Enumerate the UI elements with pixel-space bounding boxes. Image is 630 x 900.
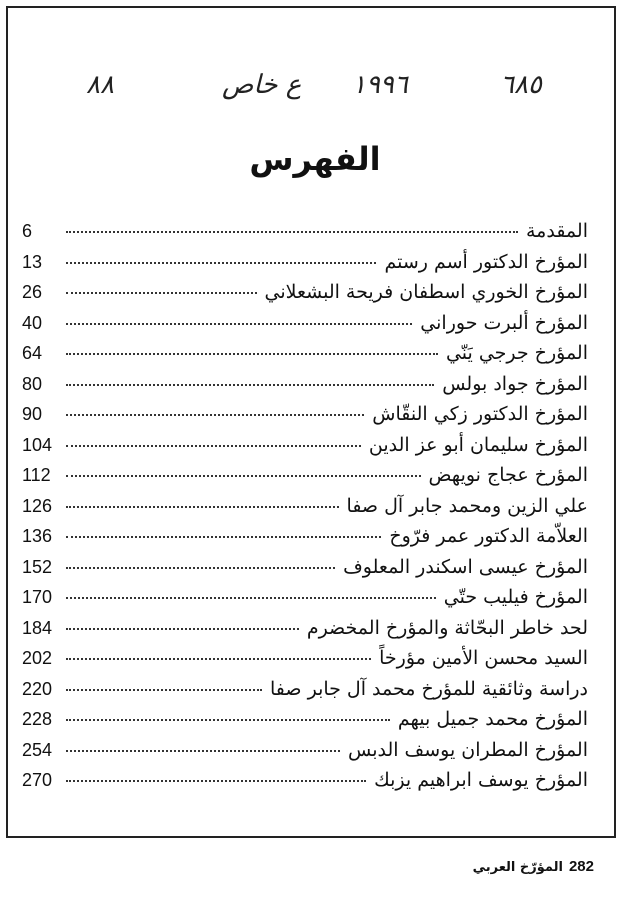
dot-leader <box>66 353 438 355</box>
toc-entry-title: لحد خاطر البحّاثة والمؤرخ المخضرم <box>306 616 588 639</box>
toc-entry-page: 126 <box>22 495 53 516</box>
toc-entry <box>22 556 588 587</box>
toc-entry <box>22 708 588 739</box>
toc-entry <box>22 769 588 800</box>
toc-entry <box>22 525 588 556</box>
handwritten-note-b: ع خاص <box>222 70 302 100</box>
toc-entry-title: المؤرخ الدكتور أسم رستم <box>384 250 588 273</box>
handwritten-note-a: ٨٨ <box>86 70 114 100</box>
toc-entry-page: 254 <box>22 739 53 760</box>
toc-entry <box>22 373 588 404</box>
dot-leader <box>66 414 364 416</box>
toc-entry <box>22 586 588 617</box>
dot-leader <box>66 231 518 233</box>
dot-leader <box>66 506 339 508</box>
toc-entry-page: 184 <box>22 617 53 638</box>
toc-entry-title: علي الزين ومحمد جابر آل صفا <box>346 494 588 517</box>
toc-entry-page: 90 <box>22 404 43 424</box>
toc-entry <box>22 464 588 495</box>
toc-entry <box>22 312 588 343</box>
dot-leader <box>66 567 335 569</box>
dot-leader <box>66 445 361 447</box>
toc-entry-page: 112 <box>22 465 51 485</box>
toc-entry-page: 136 <box>22 526 53 546</box>
toc-entry <box>22 220 588 251</box>
toc-entry-title: المؤرخ محمد جميل بيهم <box>397 708 588 730</box>
toc-entry-title: دراسة وثائقية للمؤرخ محمد آل جابر صفا <box>270 677 588 700</box>
page-footer <box>473 858 594 875</box>
toc-entry-title: المؤرخ يوسف ابراهيم يزبك <box>374 769 588 791</box>
toc-entry-page: 152 <box>22 556 53 577</box>
dot-leader <box>66 628 299 630</box>
toc-entry-page: 104 <box>22 434 53 455</box>
toc-entry <box>22 647 588 678</box>
toc-entry-title: المؤرخ عجاج نويهض <box>428 464 588 486</box>
toc-entry <box>22 678 588 709</box>
toc-entry-title: المؤرخ جواد بولس <box>442 372 588 395</box>
toc-entry-title: المقدمة <box>525 220 588 242</box>
dot-leader <box>66 323 412 325</box>
dot-leader <box>66 384 434 386</box>
toc-entry <box>22 281 588 312</box>
dot-leader <box>66 689 262 691</box>
toc-entry-page: 40 <box>22 312 43 333</box>
toc-entry-page: 6 <box>22 221 33 241</box>
toc-entry <box>22 495 588 526</box>
toc-entry <box>22 739 588 770</box>
dot-leader <box>66 475 421 477</box>
handwritten-note-d: ٦٨٥ <box>500 70 542 100</box>
dot-leader <box>66 750 340 752</box>
toc-entry-page: 228 <box>22 709 53 729</box>
toc-entry-title: المؤرخ جرجي يَنّي <box>445 342 588 364</box>
toc-entry-title: المؤرخ الخوري اسطفان فريحة البشعلاني <box>264 281 588 303</box>
dot-leader <box>66 536 381 538</box>
footer-page-number: 282 <box>568 858 594 875</box>
toc-entry-title: المؤرخ الدكتور زكي النقّاش <box>372 403 588 425</box>
dot-leader <box>66 658 371 660</box>
toc-entry <box>22 403 588 434</box>
toc-entry-page: 170 <box>22 587 53 607</box>
toc-entry-title: المؤرخ ألبرت حوراني <box>420 311 588 334</box>
toc-entry-page: 64 <box>22 343 43 363</box>
toc-entry <box>22 617 588 648</box>
toc-entry-title: المؤرخ سليمان أبو عز الدين <box>368 433 588 456</box>
toc-entry-title: المؤرخ المطران يوسف الدبس <box>347 738 588 761</box>
toc-entry-title: المؤرخ عيسى اسكندر المعلوف <box>343 555 588 578</box>
toc-entry-page: 270 <box>22 770 53 790</box>
toc-entry <box>22 434 588 465</box>
toc-entry-title: العلاّمة الدكتور عمر فرّوخ <box>389 525 588 547</box>
table-of-contents <box>22 220 588 800</box>
toc-entry-page: 80 <box>22 373 43 394</box>
footer-journal-name: المؤرّخ العربي <box>472 860 563 875</box>
dot-leader <box>66 780 366 782</box>
toc-entry-page: 220 <box>22 678 53 699</box>
toc-entry <box>22 251 588 282</box>
page-title: الفهرس <box>249 140 381 178</box>
handwritten-note-c: ١٩٩٦ <box>352 70 408 100</box>
toc-entry-page: 13 <box>22 251 43 272</box>
dot-leader <box>66 262 376 264</box>
dot-leader <box>66 292 257 294</box>
dot-leader <box>66 719 390 721</box>
toc-entry-title: السيد محسن الأمين مؤرخاً <box>379 647 588 669</box>
toc-entry-page: 26 <box>22 282 43 302</box>
toc-entry-page: 202 <box>22 648 53 668</box>
dot-leader <box>66 597 436 599</box>
toc-entry-title: المؤرخ فيليب حتّي <box>443 586 588 608</box>
toc-entry <box>22 342 588 373</box>
